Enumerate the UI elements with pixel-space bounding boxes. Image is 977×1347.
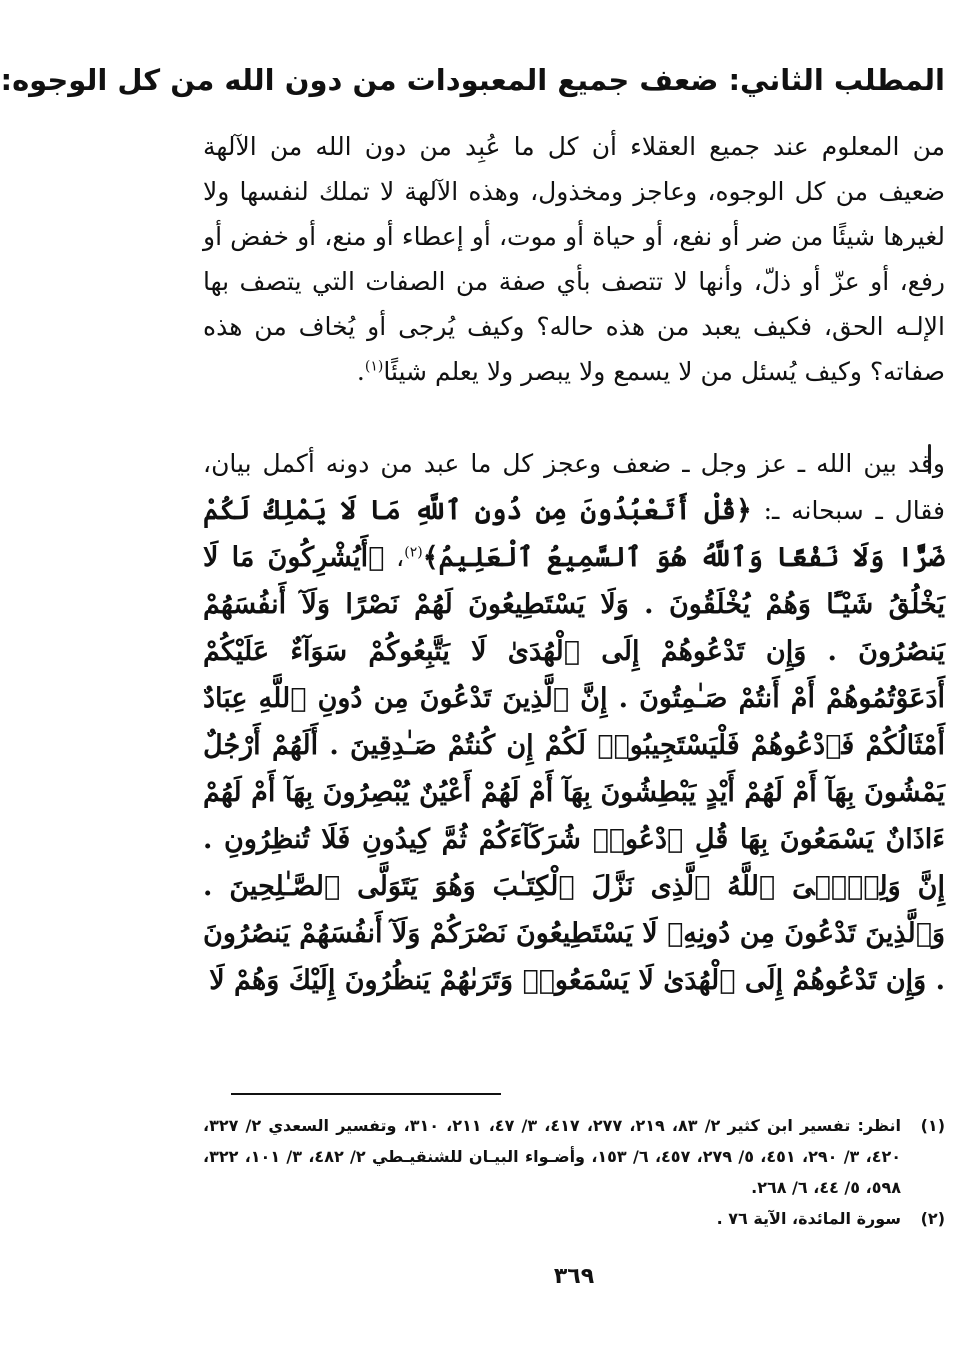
paragraph-1-end: . (356, 357, 365, 386)
quran-verse-araf: ﴿أَيُشْرِكُونَ مَا لَا يَخْلُقُ شَيْـًٔا وَهُمْ يُخْلَقُونَ . وَلَا يَسْتَطِيعُونَ لَهُمْ نَصْرًا وَلَآ أَنفُسَهُمْ يَنصُرُونَ . وَإِن تَدْعُوهُمْ إِلَى ٱلْهُدَىٰ لَا يَتَّبِعُوكُمْ سَوَآءٌ عَلَيْكُمْ أَدَعَوْتُمُوهُمْ أَمْ أَنتُمْ صَـٰمِتُونَ . إِنَّ ٱلَّذِينَ تَدْعُونَ مِن دُونِ ٱللَّهِ عِبَادٌ أَمْثَالُكُمْ فَٱدْعُوهُمْ فَلْيَسْتَجِيبُوا۟ لَكُمْ إِن كُنتُمْ صَـٰدِقِينَ . أَلَهُمْ أَرْجُلٌ يَمْشُونَ بِهَآ أَمْ لَهُمْ أَيْدٍ يَبْطِشُونَ بِهَآ أَمْ لَهُمْ أَعْيُنٌ يُبْصِرُونَ بِهَآ أَمْ لَهُمْ ءَاذَانٌ يَسْمَعُونَ بِهَا قُلِ ٱدْعُوا۟ شُرَكَآءَكُمْ ثُمَّ كِيدُونِ فَلَا تُنظِرُونِ . إِنَّ وَلِـِّۧىَ ٱللَّهُ ٱلَّذِى نَزَّلَ ٱلْكِتَـٰبَ وَهُوَ يَتَوَلَّى ٱلصَّـٰلِحِينَ . وَٱلَّذِينَ تَدْعُونَ مِن دُونِهِۦ لَا يَسْتَطِيعُونَ نَصْرَكُمْ وَلَآ أَنفُسَهُمْ يَنصُرُونَ . وَإِن تَدْعُوهُمْ إِلَى ٱلْهُدَىٰ لَا يَسْمَعُوا۟ وَتَرَىٰهُمْ يَنظُرُونَ إِلَيْكَ وَهُمْ لَا (203, 542, 945, 996)
page-number: ٣٦٩ (553, 1264, 595, 1289)
footnote-item (203, 1110, 945, 1203)
footnote-divider (231, 1093, 501, 1095)
paragraph-quran-evidence (203, 440, 945, 1004)
quran-verse-maidah: ﴿قُلْ أَتَعْبُدُونَ مِن دُونِ ٱللَّهِ مَا لَا يَمْلِكُ لَكُمْ ضَرًّا وَلَا نَفْعًا وَٱللَّهُ هُوَ ٱلسَّمِيعُ ٱلْعَلِيمُ﴾ (203, 495, 945, 573)
footnotes (203, 1110, 945, 1234)
footnote-ref-1[interactable]: (١) (364, 358, 384, 375)
paragraph-weakness-of-deities (203, 124, 945, 394)
footnote-ref-2[interactable]: (٢) (404, 544, 423, 561)
section-heading: المطلب الثاني: ضعف جميع المعبودات من دون الله من كل الوجوه: (0, 63, 945, 97)
footnote-text: سورة المائدة، الآية ٧٦ . (716, 1209, 901, 1228)
verse-separator: ، (384, 543, 405, 572)
paragraph-1-text: من المعلوم عند جميع العقلاء أن كل ما عُبِد من دون الله من الآلهة ضعيف من كل الوجوه، وعاجز ومخذول، وهذه الآلهة لا تملك لنفسها ولا لغيرها شيئًا من ضر أو نفع، أو حياة أو موت، أو إعطاء أو منع، أو خفض أو رفع، أو عزّ أو ذلّ، وأنها لا تتصف بأي صفة من الصفات التي يتصف بها الإلـه الحق، فكيف يعبد من هذه حاله؟ وكيف يُرجى أو يُخاف من هذه صفاته؟ وكيف يُسئل من لا يسمع ولا يبصر ولا يعلم شيئًا (203, 132, 945, 386)
paragraph-2-intro: وقد بين الله ـ عز وجل ـ ضعف وعجز كل ما عبد من دونه أكمل بيان، فقال ـ سبحانه ـ: (203, 449, 945, 525)
footnote-number: (٢) (920, 1209, 945, 1228)
footnote-text: انظر: تفسير ابن كثير ٢/ ٨٣، ٢١٩، ٢٧٧، ٤١٧، ٣/ ٤٧، ٢١١، ٣١٠، وتفسير السعدي ٢/ ٣٢٧، ٤٢٠، ٣/ ٢٩٠، ٤٥١، ٥/ ٢٧٩، ٤٥٧، ٦/ ١٥٣، وأضـواء البيـان للشنقيـطي ٢/ ٤٨٢، ٣/ ١٠١، ٣٢٢، ٥٩٨، ٥/ ٤٤، ٦/ ٢٦٨. (203, 1116, 902, 1197)
footnote-item (203, 1203, 945, 1234)
footnote-number: (١) (920, 1116, 945, 1135)
